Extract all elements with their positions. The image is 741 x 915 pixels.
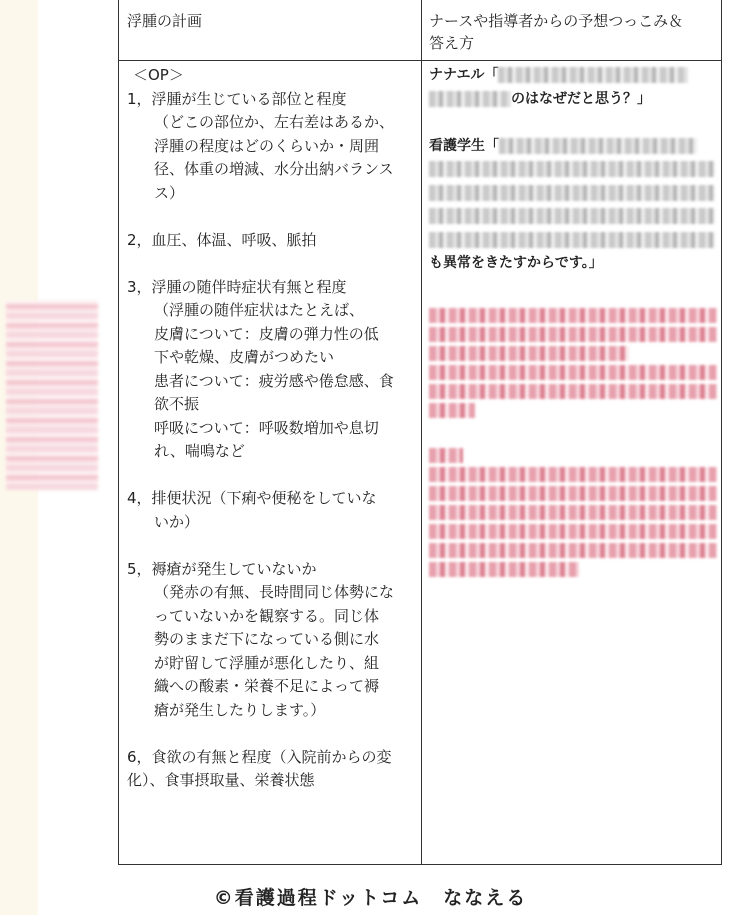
plan-line: 3，浮腫の随伴時症状有無と程度 bbox=[127, 277, 347, 296]
student-answer-blur bbox=[429, 158, 717, 182]
qa-column bbox=[429, 64, 717, 581]
copyright-footer: ©看護過程ドットコム ななえる bbox=[213, 887, 528, 909]
plan-line: っていないかを観察する。同じ体 bbox=[154, 606, 380, 625]
blurred-text bbox=[429, 467, 717, 482]
plan-line: 織への酸素・栄養不足によって褥 bbox=[154, 677, 380, 695]
plan-line: 6，食欲の有無と程度（入院前からの変 bbox=[127, 747, 392, 766]
blurred-text bbox=[429, 327, 717, 342]
blurred-text bbox=[429, 505, 717, 520]
plan-line: 患者について：疲労感や倦怠感、食 bbox=[154, 371, 394, 390]
header-qa-line1: ナースや指導者からの予想つっこみ＆ bbox=[429, 12, 684, 30]
plan-line: 化）、食事摂取量、栄養状態 bbox=[127, 771, 315, 789]
blurred-text bbox=[429, 403, 475, 418]
blurred-text bbox=[429, 161, 715, 177]
plan-line: が貯留して浮腫が悪化したり、組 bbox=[154, 653, 380, 672]
blurred-text bbox=[429, 91, 511, 107]
plan-line: 5，褥瘡が発生していないか bbox=[127, 559, 317, 578]
header-qa bbox=[429, 10, 719, 54]
blurred-text bbox=[429, 308, 717, 323]
plan-line: 浮腫の程度はどのくらいか・周囲 bbox=[154, 136, 380, 155]
blurred-text bbox=[429, 448, 463, 463]
plan-line: ス） bbox=[154, 183, 185, 202]
blurred-text bbox=[429, 562, 579, 577]
plan-line: （浮腫の随伴症状はたとえば、 bbox=[154, 301, 365, 319]
plan-line: 瘡が発生したりします。） bbox=[154, 700, 326, 719]
blurred-text bbox=[429, 365, 717, 380]
blurred-text bbox=[499, 138, 697, 154]
column-divider bbox=[421, 0, 422, 864]
blurred-text bbox=[429, 486, 717, 501]
plan-line: （発赤の有無、長時間同じ体勢にな bbox=[154, 583, 395, 601]
blurred-text bbox=[429, 346, 629, 361]
plan-line: （どこの部位か、左右差はあるか、 bbox=[154, 113, 395, 131]
student-answer-blur bbox=[429, 205, 717, 229]
blurred-text bbox=[429, 384, 717, 399]
plan-line: 呼吸について：呼吸数増加や息切 bbox=[154, 418, 379, 437]
care-plan-table bbox=[118, 0, 722, 865]
blurred-text bbox=[429, 543, 717, 558]
nanaeru-question bbox=[429, 64, 717, 88]
plan-line: 欲不振 bbox=[154, 395, 200, 413]
student-answer-blur bbox=[429, 229, 717, 253]
plan-line: 1，浮腫が生じている部位と程度 bbox=[127, 89, 347, 108]
blurred-text bbox=[429, 232, 715, 248]
nanaeru-question-end bbox=[429, 88, 717, 112]
plan-column bbox=[127, 64, 417, 793]
plan-line: れ、喘鳴など bbox=[154, 442, 245, 460]
op-label: ＜OP＞ bbox=[133, 66, 184, 84]
plan-line: 径、体重の増減、水分出納バランス bbox=[154, 160, 394, 178]
plan-line: 勢のままだ下になっている側に水 bbox=[154, 630, 380, 648]
header-divider bbox=[119, 60, 721, 61]
nanaeru-tail: のはなぜだと思う？」 bbox=[511, 90, 651, 107]
student-answer-blur bbox=[429, 182, 717, 206]
plan-line: いか） bbox=[154, 512, 200, 531]
blurred-red-block-1 bbox=[429, 308, 717, 418]
header-qa-line2: 答え方 bbox=[429, 34, 475, 52]
blurred-text bbox=[429, 185, 715, 201]
blurred-text bbox=[498, 67, 688, 83]
nanaeru-label: ナナエル「 bbox=[429, 67, 499, 83]
blurred-red-block-2 bbox=[429, 448, 717, 577]
plan-line: 下や乾燥、皮膚がつめたい bbox=[154, 348, 335, 366]
student-answer-end: も異常をきたすからです。」 bbox=[429, 255, 603, 271]
plan-line: 皮膚について：皮膚の弾力性の低 bbox=[154, 324, 379, 343]
student-answer bbox=[429, 135, 717, 159]
header-plan: 浮腫の計画 bbox=[127, 12, 203, 30]
plan-line: 2，血圧、体温、呼吸、脈拍 bbox=[127, 230, 317, 249]
blurred-text bbox=[429, 524, 717, 539]
blurred-sidebar-note bbox=[6, 300, 98, 490]
student-label: 看護学生「 bbox=[429, 137, 499, 154]
blurred-text bbox=[429, 208, 715, 224]
plan-line: 4，排便状況（下痢や便秘をしていな bbox=[127, 489, 377, 507]
